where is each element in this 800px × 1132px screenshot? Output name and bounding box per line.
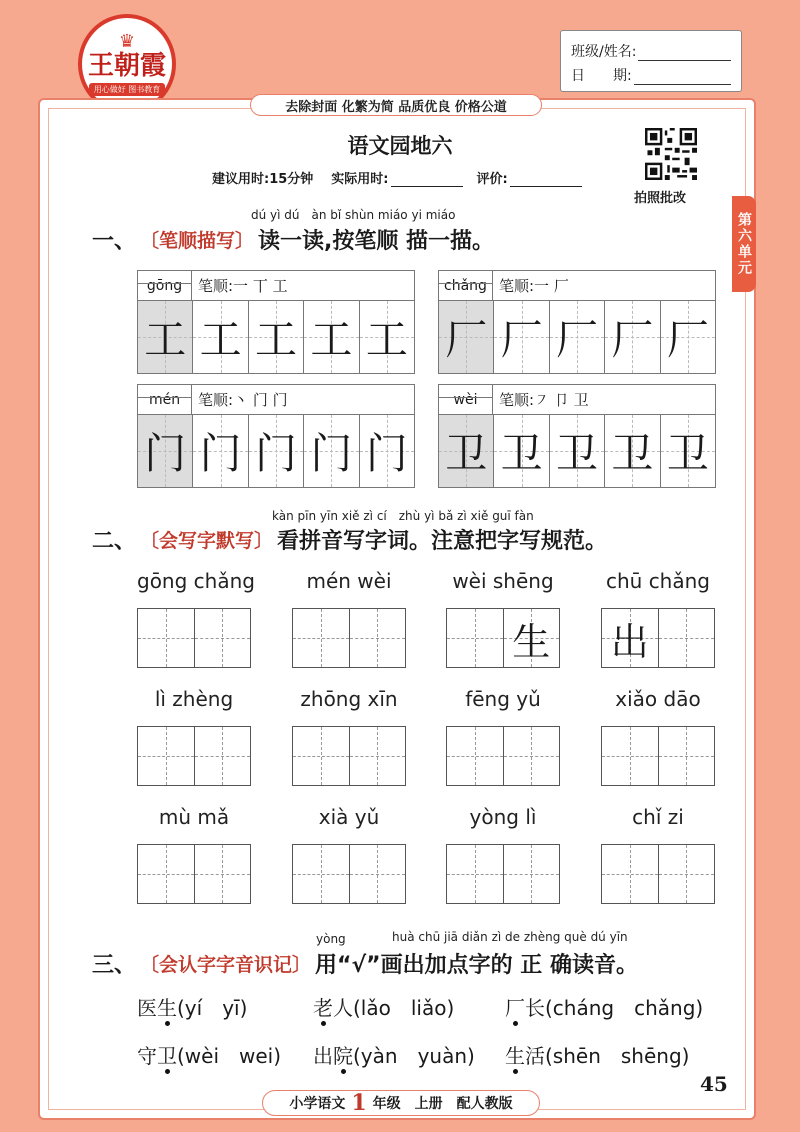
write-group xyxy=(601,684,715,786)
section3-instruction: 用“√”画出加点字的 正 确读音。 xyxy=(315,953,638,978)
write-cell[interactable] xyxy=(659,845,715,903)
unit-side-tab: 第六单元 xyxy=(732,196,756,292)
write-pinyin: xià yǔ xyxy=(318,805,380,829)
write-cell[interactable] xyxy=(447,845,504,903)
write-cell[interactable] xyxy=(293,727,350,785)
stroke-order: 笔顺:㇇ 卩 卫 xyxy=(499,391,589,409)
write-grid xyxy=(292,844,406,904)
suggested-time: 建议用时:15分钟 xyxy=(212,172,314,187)
trace-cell[interactable]: 厂 xyxy=(661,301,715,373)
pronunciation-choice[interactable] xyxy=(137,992,247,1021)
trace-cell[interactable]: 门 xyxy=(138,415,193,487)
write-grid xyxy=(446,608,560,668)
word-character: 活 xyxy=(525,1044,545,1068)
pinyin-options[interactable]: (lǎo liǎo) xyxy=(353,996,455,1020)
dotted-character: 院 xyxy=(333,1044,353,1068)
write-cell[interactable] xyxy=(504,845,560,903)
write-cell[interactable] xyxy=(293,609,350,667)
write-cell[interactable] xyxy=(602,845,659,903)
slogan-banner: 去除封面 化繁为简 品质优良 价格公道 xyxy=(250,94,542,116)
stroke-pinyin: mén xyxy=(138,385,192,415)
write-group xyxy=(446,566,560,668)
pinyin-options[interactable]: (cháng chǎng) xyxy=(545,996,704,1020)
dotted-character: 厂 xyxy=(505,996,525,1020)
trace-cell[interactable]: 门 xyxy=(193,415,248,487)
write-pinyin: yòng lì xyxy=(469,805,537,829)
write-cell[interactable] xyxy=(350,845,406,903)
section1-pinyin: dú yì dú àn bǐ shùn miáo yi miáo xyxy=(251,208,456,222)
write-cell[interactable] xyxy=(138,845,195,903)
word-character: 人 xyxy=(333,996,353,1020)
section3-pinyin: huà chū jiā diǎn zì de zhèng què dú yīn xyxy=(392,930,628,944)
word-character: 长 xyxy=(525,996,545,1020)
actual-time-field[interactable] xyxy=(391,173,463,187)
write-cell[interactable] xyxy=(447,727,504,785)
write-pinyin: xiǎo dāo xyxy=(615,687,701,711)
section3-heading xyxy=(92,948,638,979)
write-pinyin: fēng yǔ xyxy=(465,687,541,711)
write-cell[interactable] xyxy=(350,727,406,785)
stroke-box-wei xyxy=(438,384,716,488)
stroke-box-chang xyxy=(438,270,716,374)
write-group xyxy=(292,684,406,786)
pronunciation-choice[interactable] xyxy=(313,1040,475,1069)
write-cell[interactable] xyxy=(602,727,659,785)
write-grid xyxy=(601,844,715,904)
write-group xyxy=(137,802,251,904)
trace-cell[interactable]: 工 xyxy=(138,301,193,373)
write-group xyxy=(137,684,251,786)
trace-cell[interactable]: 工 xyxy=(249,301,304,373)
write-cell[interactable] xyxy=(293,845,350,903)
write-grid xyxy=(446,726,560,786)
page-number: 45 xyxy=(700,1072,728,1096)
pronunciation-choice[interactable] xyxy=(313,992,454,1021)
write-cell[interactable] xyxy=(659,727,715,785)
write-grid xyxy=(446,844,560,904)
write-grid xyxy=(137,844,251,904)
pinyin-options[interactable]: (shēn shēng) xyxy=(545,1044,690,1068)
write-grid xyxy=(137,608,251,668)
section2-number: 二、 xyxy=(92,529,137,554)
qr-code-icon[interactable] xyxy=(645,128,697,180)
write-pinyin: lì zhèng xyxy=(154,687,234,711)
write-grid xyxy=(601,608,715,668)
footer-grade-suffix: 年级 上册 配人教版 xyxy=(372,1096,513,1112)
write-pinyin: mén wèi xyxy=(306,569,392,593)
trace-cell[interactable]: 工 xyxy=(304,301,359,373)
write-cell[interactable]: 出 xyxy=(602,609,659,667)
pinyin-options[interactable]: (wèi wei) xyxy=(177,1044,282,1068)
write-cell[interactable] xyxy=(195,727,251,785)
trace-cell[interactable]: 工 xyxy=(193,301,248,373)
section2-instruction: 看拼音写字词。注意把字写规范。 xyxy=(277,529,608,554)
write-cell[interactable] xyxy=(195,845,251,903)
write-cell[interactable]: 生 xyxy=(504,609,560,667)
write-grid xyxy=(601,726,715,786)
footer-banner xyxy=(262,1090,540,1116)
write-cell[interactable] xyxy=(195,609,251,667)
stroke-order: 笔顺:一 丅 工 xyxy=(198,277,288,295)
stroke-box-men xyxy=(137,384,415,488)
write-pinyin: chū chǎng xyxy=(605,569,710,593)
rating-field[interactable] xyxy=(510,173,582,187)
trace-cell[interactable]: 卫 xyxy=(605,415,660,487)
section2-heading xyxy=(92,524,607,555)
write-grid xyxy=(292,608,406,668)
write-cell[interactable] xyxy=(138,609,195,667)
word-character: 医 xyxy=(137,996,157,1020)
trace-cell[interactable]: 门 xyxy=(360,415,414,487)
dotted-character: 生 xyxy=(157,996,177,1020)
trace-cell[interactable]: 卫 xyxy=(550,415,605,487)
section2-pinyin: kàn pīn yīn xiě zì cí zhù yì bǎ zì xiě guī fàn xyxy=(272,509,534,523)
stroke-pinyin: wèi xyxy=(439,385,493,415)
write-grid xyxy=(292,726,406,786)
write-group xyxy=(446,684,560,786)
rating-label: 评价: xyxy=(476,172,508,187)
trace-cell[interactable]: 厂 xyxy=(550,301,605,373)
write-pinyin: mù mǎ xyxy=(158,805,230,829)
word-character: 出 xyxy=(313,1044,333,1068)
write-cell[interactable] xyxy=(659,609,715,667)
section2-tag: 〔会写字默写〕 xyxy=(140,530,274,552)
write-group xyxy=(292,802,406,904)
dotted-character: 老 xyxy=(313,996,333,1020)
stroke-order: 笔顺:一 厂 xyxy=(499,277,569,295)
class-name-label: 班级/姓名: xyxy=(571,44,637,60)
trace-cell[interactable]: 卫 xyxy=(661,415,715,487)
trace-cell[interactable]: 卫 xyxy=(439,415,494,487)
write-cell[interactable] xyxy=(138,727,195,785)
stroke-box-gong xyxy=(137,270,415,374)
trace-cell[interactable]: 厂 xyxy=(605,301,660,373)
trace-cell[interactable]: 卫 xyxy=(494,415,549,487)
trace-cell[interactable]: 厂 xyxy=(494,301,549,373)
pronunciation-choice[interactable] xyxy=(505,992,703,1021)
footer-grade: 1 xyxy=(351,1090,367,1116)
write-cell[interactable] xyxy=(504,727,560,785)
date-field[interactable] xyxy=(634,69,731,85)
date-label: 日 期: xyxy=(571,68,632,84)
section3-number: 三、 xyxy=(92,953,137,978)
write-group xyxy=(446,802,560,904)
trace-cell[interactable]: 门 xyxy=(304,415,359,487)
write-pinyin: gōng chǎng xyxy=(137,569,255,593)
pinyin-options[interactable]: (yí yī) xyxy=(177,996,248,1020)
stroke-order: 笔顺:丶 门 门 xyxy=(198,391,288,409)
pinyin-options[interactable]: (yàn yuàn) xyxy=(353,1044,475,1068)
name-date-box xyxy=(560,30,742,92)
write-group xyxy=(292,566,406,668)
section3-tag: 〔会认字字音识记〕 xyxy=(140,954,312,976)
pronunciation-choice[interactable] xyxy=(505,1040,689,1069)
trace-cell[interactable]: 厂 xyxy=(439,301,494,373)
trace-cell[interactable]: 工 xyxy=(360,301,414,373)
time-meta xyxy=(212,168,596,187)
write-grid xyxy=(137,726,251,786)
word-character: 守 xyxy=(137,1044,157,1068)
crown-icon: ♛ xyxy=(118,30,136,52)
write-cell[interactable] xyxy=(350,609,406,667)
write-group xyxy=(601,566,715,668)
section1-tag: 〔笔顺描写〕 xyxy=(140,230,255,252)
dotted-character: 生 xyxy=(505,1044,525,1068)
write-cell[interactable] xyxy=(447,609,504,667)
trace-cell[interactable]: 门 xyxy=(249,415,304,487)
qr-label: 拍照批改 xyxy=(634,191,687,206)
logo-text: 王朝霞 xyxy=(87,50,166,81)
write-pinyin: wèi shēng xyxy=(452,569,554,593)
write-group xyxy=(601,802,715,904)
class-name-field[interactable] xyxy=(638,45,731,61)
pronunciation-choice[interactable] xyxy=(137,1040,281,1069)
page-title: 语文园地六 xyxy=(347,134,453,158)
stroke-pinyin: gōng xyxy=(138,271,192,301)
footer-subject: 小学语文 xyxy=(289,1096,346,1112)
section3-pinyin-yong: yòng xyxy=(316,932,346,946)
write-pinyin: zhōng xīn xyxy=(300,687,398,711)
section1-instruction: 读一读,按笔顺 描一描。 xyxy=(258,229,495,254)
write-group xyxy=(137,566,255,668)
stroke-pinyin: chǎng xyxy=(439,271,493,301)
section1-number: 一、 xyxy=(92,229,137,254)
write-pinyin: chǐ zi xyxy=(632,805,684,829)
section1-heading xyxy=(92,224,494,255)
dotted-character: 卫 xyxy=(157,1044,177,1068)
logo-subtext: 用心做好 图书教育 xyxy=(89,83,166,96)
actual-time-label: 实际用时: xyxy=(331,172,389,187)
